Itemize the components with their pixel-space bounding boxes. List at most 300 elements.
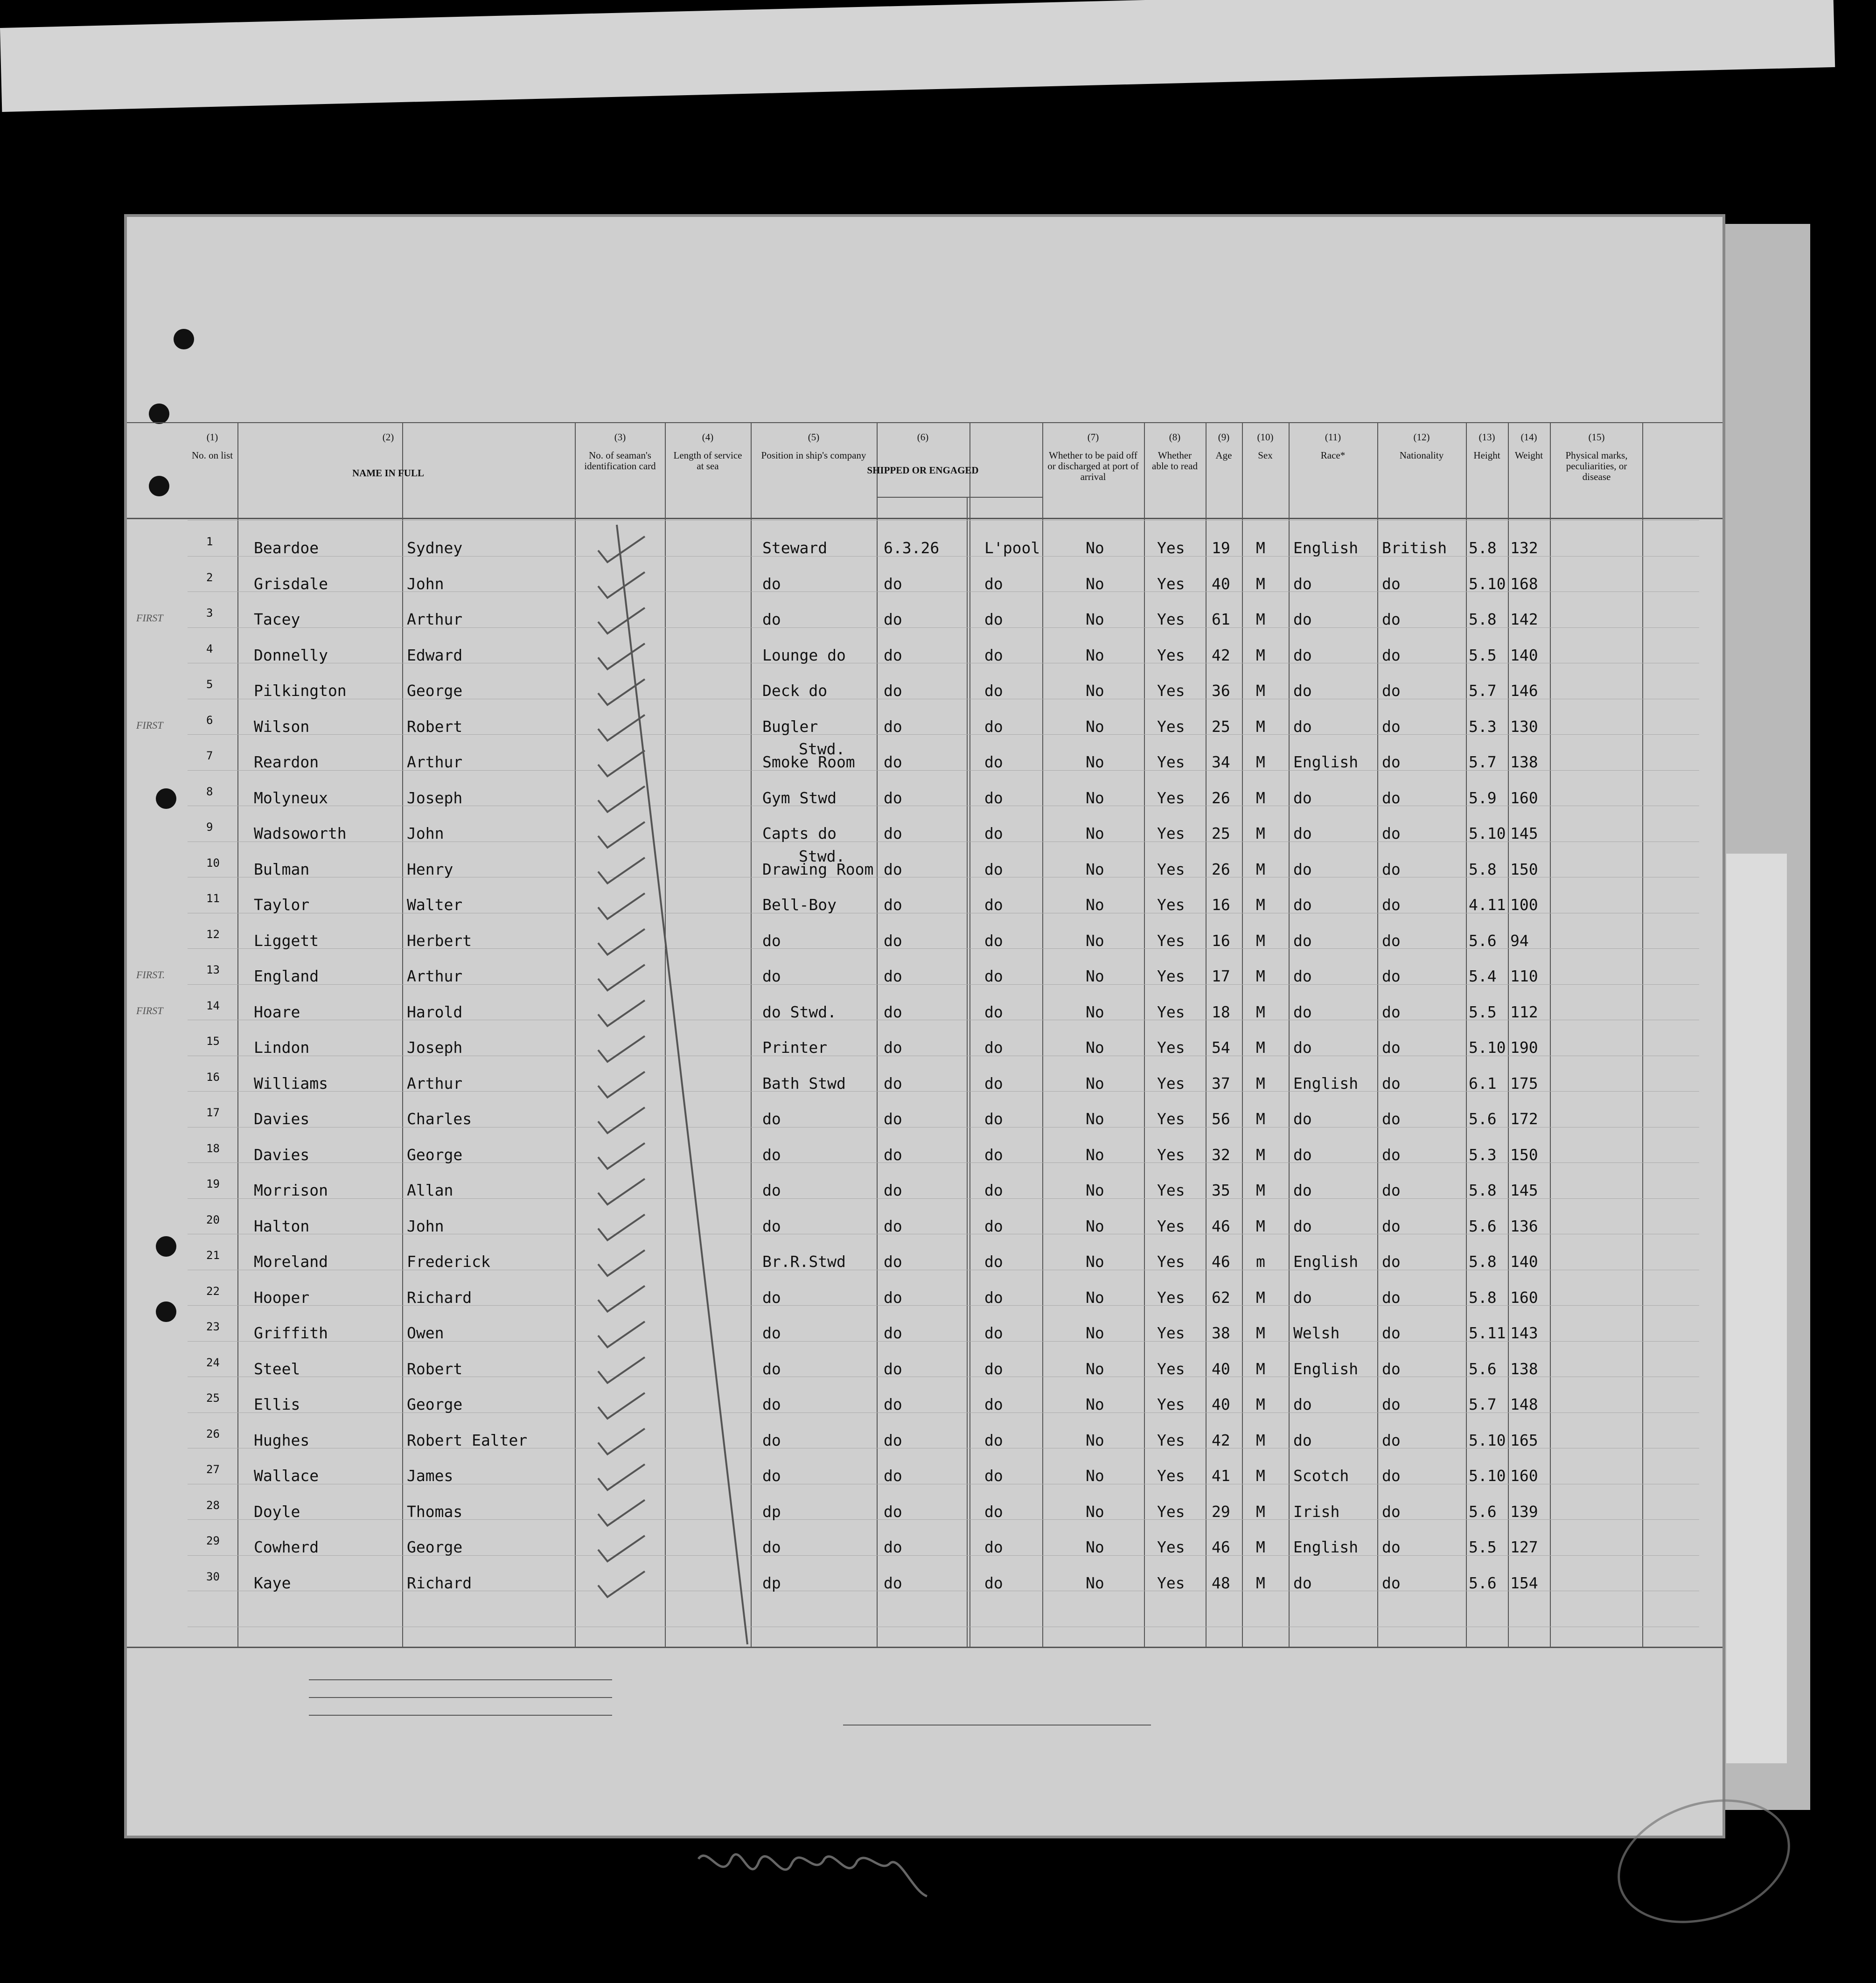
family-name: Lindon	[254, 1038, 310, 1057]
paid-off: No	[1086, 967, 1104, 985]
weight: 138	[1510, 753, 1538, 771]
height: 5.8	[1469, 1288, 1497, 1307]
position: do	[762, 967, 781, 985]
shipped-where: do	[984, 967, 1003, 985]
weight: 140	[1510, 646, 1538, 664]
column-number: (15)	[1588, 431, 1605, 443]
check-mark	[598, 1107, 645, 1133]
height: 5.7	[1469, 753, 1497, 771]
check-mark	[598, 715, 645, 741]
family-name: Pilkington	[254, 682, 347, 700]
column-label: Age	[1215, 450, 1232, 461]
age: 36	[1212, 682, 1230, 700]
weight: 142	[1510, 610, 1538, 628]
given-name: James	[407, 1467, 453, 1485]
age: 42	[1212, 1431, 1230, 1449]
column-label: SHIPPED OR ENGAGED	[867, 465, 979, 476]
shipped-when: do	[884, 788, 902, 807]
family-name: Davies	[254, 1110, 310, 1128]
weight: 150	[1510, 860, 1538, 878]
sex: M	[1256, 1288, 1265, 1307]
weight: 112	[1510, 1002, 1538, 1021]
margin-note: FIRST	[136, 1004, 163, 1016]
sex: m	[1256, 1252, 1265, 1271]
column-number: (12)	[1413, 431, 1430, 443]
column-label: Race*	[1320, 450, 1346, 461]
height: 5.10	[1469, 1038, 1506, 1057]
position: do	[762, 1431, 781, 1449]
race: do	[1293, 1145, 1312, 1164]
race: do	[1293, 860, 1312, 878]
given-name: Edward	[407, 646, 463, 664]
race: do	[1293, 824, 1312, 842]
age: 56	[1212, 1110, 1230, 1128]
shipped-when: do	[884, 1467, 902, 1485]
row-number: 17	[206, 1106, 220, 1119]
shipped-where: do	[984, 717, 1003, 736]
height: 5.6	[1469, 1573, 1497, 1592]
given-name: George	[407, 1395, 463, 1413]
shipped-when: do	[884, 931, 902, 950]
able-to-read: Yes	[1157, 574, 1185, 593]
age: 25	[1212, 824, 1230, 842]
row-number: 27	[206, 1463, 220, 1476]
sex: M	[1256, 1038, 1265, 1057]
position: Lounge do	[762, 646, 846, 664]
age: 40	[1212, 1395, 1230, 1413]
column-number: (13)	[1478, 431, 1495, 443]
height: 5.10	[1469, 574, 1506, 593]
shipped-when: do	[884, 1074, 902, 1092]
age: 35	[1212, 1181, 1230, 1199]
owners-value	[309, 1697, 612, 1698]
column-number: (6)	[917, 431, 929, 443]
race: do	[1293, 931, 1312, 950]
shipped-when: do	[884, 1288, 902, 1307]
agents-value	[309, 1715, 612, 1716]
nationality: do	[1382, 1395, 1401, 1413]
nationality: do	[1382, 1038, 1401, 1057]
column-number: (11)	[1325, 431, 1341, 443]
shipped-where: do	[984, 574, 1003, 593]
given-name: John	[407, 574, 444, 593]
race: do	[1293, 1288, 1312, 1307]
shipped-when: do	[884, 824, 902, 842]
shipped-when: do	[884, 682, 902, 700]
paid-off: No	[1086, 1002, 1104, 1021]
shipped-where: do	[984, 1431, 1003, 1449]
family-name: Grisdale	[254, 574, 328, 593]
given-name: Arthur	[407, 1074, 463, 1092]
able-to-read: Yes	[1157, 1252, 1185, 1271]
weight: 140	[1510, 1252, 1538, 1271]
able-to-read: Yes	[1157, 753, 1185, 771]
position: do	[762, 610, 781, 628]
race: English	[1293, 1252, 1359, 1271]
race: do	[1293, 1395, 1312, 1413]
family-name: Davies	[254, 1145, 310, 1164]
check-mark	[598, 1250, 645, 1276]
shipped-when: do	[884, 967, 902, 985]
able-to-read: Yes	[1157, 788, 1185, 807]
given-name: Herbert	[407, 931, 472, 950]
sex: M	[1256, 717, 1265, 736]
weight: 127	[1510, 1538, 1538, 1556]
weight: 150	[1510, 1145, 1538, 1164]
family-name: England	[254, 967, 319, 985]
check-mark	[598, 1179, 645, 1204]
shipped-where: do	[984, 1573, 1003, 1592]
nationality: do	[1382, 1074, 1401, 1092]
family-name: Kaye	[254, 1573, 291, 1592]
position: Bugler	[762, 717, 818, 736]
column-label: Weight	[1514, 450, 1543, 461]
race: do	[1293, 1110, 1312, 1128]
paid-off: No	[1086, 1074, 1104, 1092]
family-name: Hooper	[254, 1288, 310, 1307]
shipped-when: do	[884, 1359, 902, 1378]
paid-off: No	[1086, 1502, 1104, 1521]
check-mark	[598, 751, 645, 776]
paid-off: No	[1086, 1288, 1104, 1307]
row-number: 24	[206, 1356, 220, 1369]
able-to-read: Yes	[1157, 682, 1185, 700]
row-number: 11	[206, 892, 220, 905]
check-mark	[598, 822, 645, 848]
given-name: Arthur	[407, 753, 463, 771]
race: English	[1293, 753, 1359, 771]
check-mark	[598, 644, 645, 669]
column-label: NAME IN FULL	[352, 467, 424, 479]
age: 41	[1212, 1467, 1230, 1485]
nationality: do	[1382, 860, 1401, 878]
able-to-read: Yes	[1157, 1359, 1185, 1378]
row-number: 8	[206, 785, 213, 798]
background-paper-strip	[0, 0, 1835, 112]
shipped-where: do	[984, 1467, 1003, 1485]
given-name: Owen	[407, 1324, 444, 1342]
paid-off: No	[1086, 753, 1104, 771]
sex: M	[1256, 931, 1265, 950]
shipped-when: do	[884, 1502, 902, 1521]
family-name: Williams	[254, 1074, 328, 1092]
nationality: do	[1382, 967, 1401, 985]
row-number: 9	[206, 821, 213, 834]
paid-off: No	[1086, 1395, 1104, 1413]
shipped-where: do	[984, 1288, 1003, 1307]
shipped-when: do	[884, 1431, 902, 1449]
weight: 190	[1510, 1038, 1538, 1057]
shipped-when: do	[884, 717, 902, 736]
race: do	[1293, 967, 1312, 985]
sex: M	[1256, 1002, 1265, 1021]
race: do	[1293, 788, 1312, 807]
height: 5.5	[1469, 646, 1497, 664]
age: 46	[1212, 1538, 1230, 1556]
check-mark	[598, 1464, 645, 1490]
family-name: Wilson	[254, 717, 310, 736]
check-mark	[598, 858, 645, 884]
shipped-where: do	[984, 1252, 1003, 1271]
sex: M	[1256, 1145, 1265, 1164]
nationality: do	[1382, 717, 1401, 736]
shipped-when: do	[884, 1252, 902, 1271]
able-to-read: Yes	[1157, 1431, 1185, 1449]
shipped-where: do	[984, 1217, 1003, 1235]
row-number: 13	[206, 963, 220, 976]
nationality: do	[1382, 1181, 1401, 1199]
position: do	[762, 1467, 781, 1485]
height: 5.11	[1469, 1324, 1506, 1342]
race: do	[1293, 1038, 1312, 1057]
weight: 165	[1510, 1431, 1538, 1449]
given-name: Charles	[407, 1110, 472, 1128]
position: Drawing Room	[762, 860, 874, 878]
paid-off: No	[1086, 788, 1104, 807]
nationality: do	[1382, 824, 1401, 842]
able-to-read: Yes	[1157, 931, 1185, 950]
given-name: Joseph	[407, 1038, 463, 1057]
shipped-where: do	[984, 788, 1003, 807]
position: Capts do	[762, 824, 837, 842]
nationality: do	[1382, 1145, 1401, 1164]
check-mark	[598, 1500, 645, 1526]
given-name: Richard	[407, 1288, 472, 1307]
able-to-read: Yes	[1157, 1181, 1185, 1199]
shipped-when: do	[884, 1038, 902, 1057]
line-value	[309, 1679, 612, 1680]
check-mark	[598, 1322, 645, 1347]
weight: 110	[1510, 967, 1538, 985]
given-name: Allan	[407, 1181, 453, 1199]
age: 40	[1212, 1359, 1230, 1378]
sex: M	[1256, 753, 1265, 771]
check-mark	[598, 1286, 645, 1312]
shipped-when: do	[884, 1145, 902, 1164]
column-label: Whether able to read	[1152, 450, 1198, 472]
position: dp	[762, 1573, 781, 1592]
position: Deck do	[762, 682, 828, 700]
sex: M	[1256, 1431, 1265, 1449]
position: Bath Stwd	[762, 1074, 846, 1092]
able-to-read: Yes	[1157, 1002, 1185, 1021]
age: 16	[1212, 931, 1230, 950]
race: do	[1293, 646, 1312, 664]
position: do	[762, 931, 781, 950]
column-label: Length of service at sea	[673, 450, 742, 472]
family-name: Cowherd	[254, 1538, 319, 1556]
paid-off: No	[1086, 1181, 1104, 1199]
age: 38	[1212, 1324, 1230, 1342]
row-number: 7	[206, 749, 213, 762]
paid-off: No	[1086, 1038, 1104, 1057]
shipped-where: do	[984, 1395, 1003, 1413]
height: 5.6	[1469, 1502, 1497, 1521]
paid-off: No	[1086, 610, 1104, 628]
height: 4.11	[1469, 896, 1506, 914]
age: 61	[1212, 610, 1230, 628]
race: do	[1293, 1181, 1312, 1199]
margin-note: FIRST.	[136, 969, 165, 981]
age: 34	[1212, 753, 1230, 771]
age: 19	[1212, 539, 1230, 557]
row-number: 10	[206, 856, 220, 870]
position: do Stwd.	[762, 1002, 837, 1021]
paid-off: No	[1086, 931, 1104, 950]
given-name: Frederick	[407, 1252, 490, 1271]
family-name: Bulman	[254, 860, 310, 878]
nationality: do	[1382, 610, 1401, 628]
height: 5.6	[1469, 1359, 1497, 1378]
family-name: Taylor	[254, 896, 310, 914]
height: 5.8	[1469, 610, 1497, 628]
row-number: 30	[206, 1570, 220, 1583]
sex: M	[1256, 860, 1265, 878]
able-to-read: Yes	[1157, 1573, 1185, 1592]
height: 5.7	[1469, 1395, 1497, 1413]
given-name: Robert	[407, 717, 463, 736]
position: Smoke Room	[762, 753, 855, 771]
sex: M	[1256, 1502, 1265, 1521]
shipped-where: do	[984, 896, 1003, 914]
height: 5.3	[1469, 1145, 1497, 1164]
given-name: Henry	[407, 860, 453, 878]
sex: M	[1256, 1110, 1265, 1128]
shipped-when: do	[884, 646, 902, 664]
family-name: Liggett	[254, 931, 319, 950]
nationality: do	[1382, 788, 1401, 807]
given-name: Harold	[407, 1002, 463, 1021]
column-label: Physical marks, peculiarities, or disease	[1565, 450, 1628, 482]
able-to-read: Yes	[1157, 1038, 1185, 1057]
age: 25	[1212, 717, 1230, 736]
nationality: do	[1382, 1002, 1401, 1021]
weight: 136	[1510, 1217, 1538, 1235]
position-note: Stwd.	[799, 740, 845, 758]
race: do	[1293, 574, 1312, 593]
family-name: Steel	[254, 1359, 300, 1378]
inspector-signature	[694, 1840, 936, 1901]
age: 17	[1212, 967, 1230, 985]
able-to-read: Yes	[1157, 1324, 1185, 1342]
able-to-read: Yes	[1157, 539, 1185, 557]
nationality: do	[1382, 646, 1401, 664]
position: do	[762, 1217, 781, 1235]
weight: 145	[1510, 824, 1538, 842]
weight: 132	[1510, 539, 1538, 557]
race: do	[1293, 896, 1312, 914]
weight: 175	[1510, 1074, 1538, 1092]
race: Scotch	[1293, 1467, 1349, 1485]
able-to-read: Yes	[1157, 824, 1185, 842]
check-mark	[598, 608, 645, 633]
sex: M	[1256, 896, 1265, 914]
paid-off: No	[1086, 539, 1104, 557]
able-to-read: Yes	[1157, 1538, 1185, 1556]
age: 46	[1212, 1252, 1230, 1271]
sex: M	[1256, 1181, 1265, 1199]
given-name: John	[407, 824, 444, 842]
able-to-read: Yes	[1157, 717, 1185, 736]
nationality: British	[1382, 539, 1447, 557]
height: 5.8	[1469, 1181, 1497, 1199]
nationality: do	[1382, 1252, 1401, 1271]
column-number: (5)	[808, 431, 820, 443]
paid-off: No	[1086, 1359, 1104, 1378]
sex: M	[1256, 1359, 1265, 1378]
weight: 172	[1510, 1110, 1538, 1128]
column-label: No. on list	[191, 450, 233, 461]
race: do	[1293, 1431, 1312, 1449]
nationality: do	[1382, 1467, 1401, 1485]
row-number: 5	[206, 678, 213, 691]
age: 18	[1212, 1002, 1230, 1021]
nationality: do	[1382, 931, 1401, 950]
height: 5.6	[1469, 1110, 1497, 1128]
paid-off: No	[1086, 896, 1104, 914]
weight: 94	[1510, 931, 1529, 950]
column-label: Sex	[1258, 450, 1273, 461]
shipped-when: do	[884, 1324, 902, 1342]
race: English	[1293, 539, 1359, 557]
age: 26	[1212, 860, 1230, 878]
margin-note: FIRST	[136, 719, 163, 731]
height: 5.4	[1469, 967, 1497, 985]
shipped-when: do	[884, 610, 902, 628]
paid-off: No	[1086, 1324, 1104, 1342]
shipped-when: 6.3.26	[884, 539, 940, 557]
shipped-when: do	[884, 860, 902, 878]
nationality: do	[1382, 682, 1401, 700]
given-name: George	[407, 1538, 463, 1556]
given-name: Richard	[407, 1573, 472, 1592]
position: Steward	[762, 539, 828, 557]
height: 5.6	[1469, 1217, 1497, 1235]
row-number: 18	[206, 1141, 220, 1155]
given-name: Arthur	[407, 967, 463, 985]
background-paper-slip	[1726, 854, 1787, 1763]
pencil-check-marks	[127, 217, 1723, 1836]
row-number: 3	[206, 606, 213, 619]
race: do	[1293, 1573, 1312, 1592]
weight: 160	[1510, 788, 1538, 807]
able-to-read: Yes	[1157, 896, 1185, 914]
sex: M	[1256, 1217, 1265, 1235]
family-name: Reardon	[254, 753, 319, 771]
sex: M	[1256, 788, 1265, 807]
shipped-when: do	[884, 896, 902, 914]
shipped-when: do	[884, 1002, 902, 1021]
family-name: Ellis	[254, 1395, 300, 1413]
able-to-read: Yes	[1157, 1145, 1185, 1164]
row-number: 1	[206, 535, 213, 548]
paid-off: No	[1086, 574, 1104, 593]
position: Gym Stwd	[762, 788, 837, 807]
height: 5.8	[1469, 860, 1497, 878]
given-name: Arthur	[407, 610, 463, 628]
sex: M	[1256, 574, 1265, 593]
shipped-where: do	[984, 1502, 1003, 1521]
position: dp	[762, 1502, 781, 1521]
family-name: Griffith	[254, 1324, 328, 1342]
column-label: No. of seaman's identification card	[584, 450, 656, 472]
paid-off: No	[1086, 1217, 1104, 1235]
shipped-when: do	[884, 1110, 902, 1128]
shipped-where: do	[984, 1359, 1003, 1378]
nationality: do	[1382, 1502, 1401, 1521]
check-mark	[598, 1215, 645, 1240]
manifest-page	[127, 217, 1723, 1836]
